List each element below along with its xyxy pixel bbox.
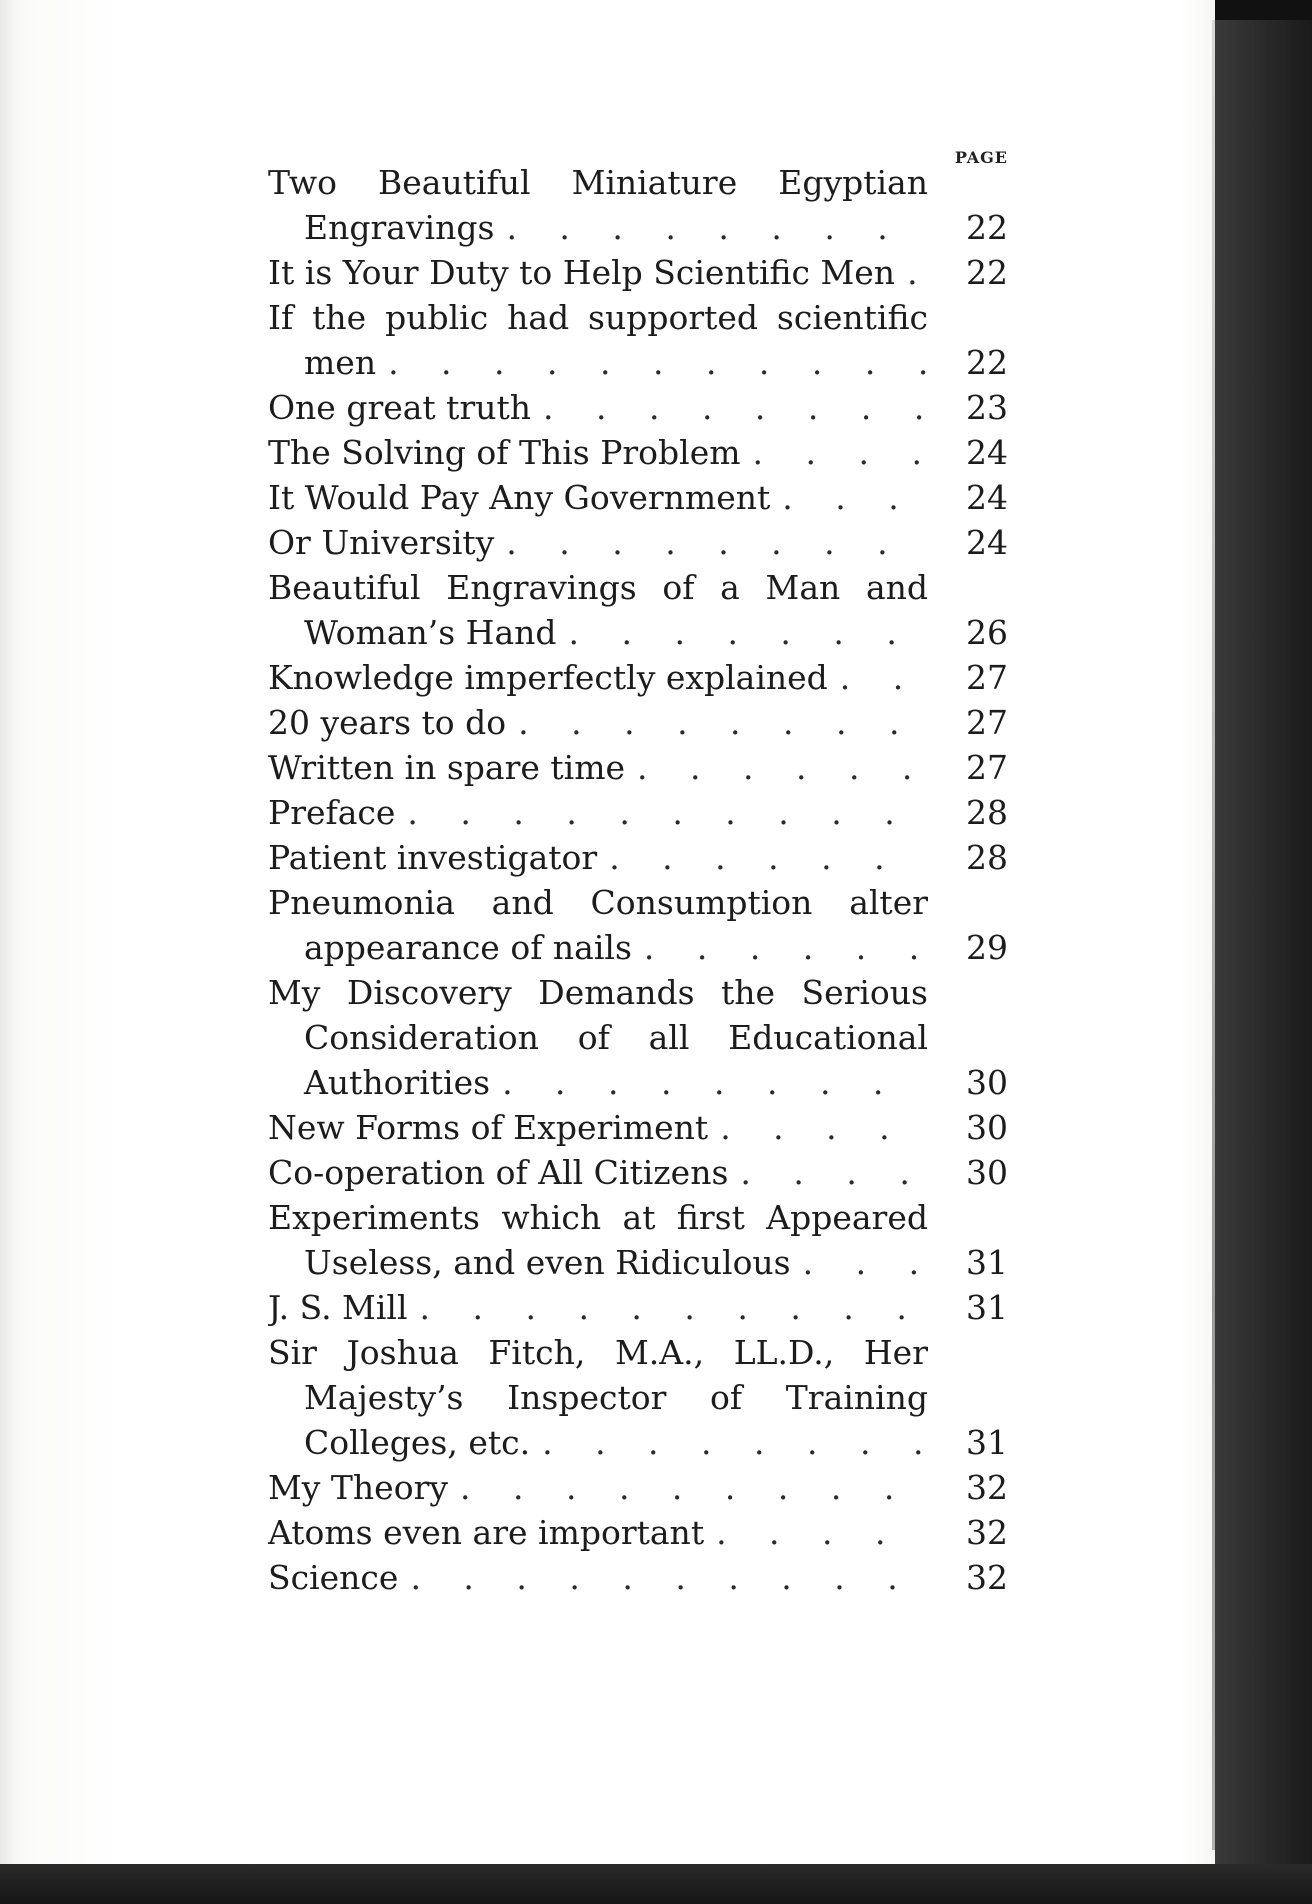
- toc-entry-title-line: Beautiful Engravings of a Man and: [268, 568, 928, 607]
- toc-entry-title: Atoms even are important: [268, 1513, 705, 1552]
- toc-entry-title-line: [268, 250, 928, 295]
- toc-entry-title: Patient investigator: [268, 838, 598, 877]
- toc-entry-title-line: [268, 790, 928, 835]
- toc-entry-title: Or University: [268, 523, 495, 562]
- toc-entry-title: appearance of nails: [304, 928, 632, 967]
- toc-entry-title-line: [268, 1060, 928, 1105]
- toc-entry-title: Co-operation of All Citizens: [268, 1153, 729, 1192]
- toc-page-number: 29: [966, 928, 1008, 967]
- toc-entry: [268, 385, 1008, 430]
- toc-entry-title: J. S. Mill: [268, 1288, 408, 1327]
- dot-leader: [543, 385, 928, 430]
- dot-leader: [502, 1060, 928, 1105]
- toc-entries: [268, 160, 1008, 1600]
- dot-leader: [840, 655, 928, 700]
- toc-entry-title: Science: [268, 1558, 399, 1597]
- toc-entry-title-line: [268, 1105, 928, 1150]
- toc-entry: [268, 250, 1008, 295]
- dot-leader: [460, 1465, 928, 1510]
- toc-entry: [268, 295, 1008, 385]
- toc-entry-title-line: Experiments which at first Appeared: [268, 1198, 928, 1237]
- toc-entry-title-line: [268, 520, 928, 565]
- toc-entry: [268, 1285, 1008, 1330]
- toc-page-number: 22: [966, 343, 1008, 382]
- toc-entry-title-line: Sir Joshua Fitch, M.A., LL.D., Her: [268, 1333, 928, 1372]
- dot-leader: [569, 610, 928, 655]
- toc-entry: [268, 1465, 1008, 1510]
- toc-entry-title-line: [268, 1240, 928, 1285]
- dot-leader: [753, 430, 928, 475]
- toc-entry: [268, 880, 1008, 970]
- toc-page-number: 28: [966, 793, 1008, 832]
- toc-entry-title-line: [268, 1150, 928, 1195]
- toc-page-number: 23: [966, 388, 1008, 427]
- toc-entry-title-line: [268, 340, 928, 385]
- toc-page-number: 31: [966, 1243, 1008, 1282]
- toc-entry-title-line: [268, 745, 928, 790]
- toc-entry-title-line: [268, 1510, 928, 1555]
- toc-entry: [268, 1195, 1008, 1285]
- toc-page-number: 30: [966, 1153, 1008, 1192]
- toc-page-number: 32: [966, 1468, 1008, 1507]
- toc-entry-title-line: [268, 1555, 928, 1600]
- toc-entry-title: men: [304, 343, 377, 382]
- dot-leader: [420, 1285, 928, 1330]
- page-column-label: PAGE: [954, 148, 1008, 167]
- toc-entry: [268, 835, 1008, 880]
- dot-leader: [716, 1510, 928, 1555]
- toc-page-number: 22: [966, 208, 1008, 247]
- toc-entry-title-line: [268, 385, 928, 430]
- toc-entry: [268, 1510, 1008, 1555]
- dot-leader: [407, 790, 928, 835]
- dot-leader: [803, 1240, 928, 1285]
- toc-page-number: 27: [966, 658, 1008, 697]
- toc-entry-title: It is Your Duty to Help Scientific Men: [268, 253, 896, 292]
- toc-page-number: 32: [966, 1513, 1008, 1552]
- dot-leader: [410, 1555, 928, 1600]
- toc-entry: [268, 160, 1008, 250]
- toc-page-number: 30: [966, 1063, 1008, 1102]
- dot-leader: [506, 205, 928, 250]
- toc-entry-title: Colleges, etc.: [304, 1423, 531, 1462]
- scan-shadow-top: [1215, 0, 1312, 20]
- toc-entry: [268, 1150, 1008, 1195]
- toc-entry-title: Preface: [268, 793, 396, 832]
- toc-entry-title-line: [268, 1285, 928, 1330]
- table-of-contents: [268, 142, 1008, 1600]
- toc-entry-title: My Theory: [268, 1468, 449, 1507]
- toc-entry-title: New Forms of Experiment: [268, 1108, 709, 1147]
- toc-entry: [268, 475, 1008, 520]
- toc-page-number: 31: [966, 1423, 1008, 1462]
- toc-entry: [268, 655, 1008, 700]
- scan-background-bottom: [0, 1864, 1312, 1904]
- toc-page-number: 24: [966, 478, 1008, 517]
- toc-entry-title: Woman’s Hand: [304, 613, 557, 652]
- toc-entry-title: Written in spare time: [268, 748, 626, 787]
- toc-entry-title-line: Consideration of all Educational: [304, 1018, 928, 1057]
- toc-entry-title-line: Pneumonia and Consumption alter: [268, 883, 928, 922]
- toc-entry-title: One great truth: [268, 388, 531, 427]
- toc-entry-title-line: If the public had supported scientific: [268, 298, 928, 337]
- toc-entry-title-line: [268, 835, 928, 880]
- dot-leader: [506, 520, 928, 565]
- toc-entry-title-line: [268, 610, 928, 655]
- toc-entry-title-line: Two Beautiful Miniature Egyptian: [268, 163, 928, 202]
- toc-entry-title-line: [268, 430, 928, 475]
- dot-leader: [907, 250, 928, 295]
- toc-entry-title-line: [268, 655, 928, 700]
- dot-leader: [609, 835, 928, 880]
- toc-entry-title-line: [268, 475, 928, 520]
- dot-leader: [720, 1105, 928, 1150]
- toc-page-number: 27: [966, 748, 1008, 787]
- toc-entry: [268, 1330, 1008, 1465]
- toc-entry: [268, 790, 1008, 835]
- toc-entry: [268, 745, 1008, 790]
- toc-entry-title: The Solving of This Problem: [268, 433, 741, 472]
- toc-entry-title: Knowledge imperfectly explained: [268, 658, 828, 697]
- dot-leader: [782, 475, 928, 520]
- toc-entry: [268, 565, 1008, 655]
- toc-entry: [268, 520, 1008, 565]
- toc-entry-title-line: [268, 205, 928, 250]
- toc-page-number: 24: [966, 523, 1008, 562]
- toc-entry-title-line: [268, 700, 928, 745]
- toc-entry-title: 20 years to do: [268, 703, 507, 742]
- scan-background-right: [1215, 0, 1312, 1904]
- toc-page-number: 31: [966, 1288, 1008, 1327]
- dot-leader: [644, 925, 928, 970]
- toc-entry-title-line: [268, 1420, 928, 1465]
- dot-leader: [518, 700, 928, 745]
- dot-leader: [740, 1150, 928, 1195]
- toc-entry: [268, 1105, 1008, 1150]
- toc-entry: [268, 1555, 1008, 1600]
- toc-page-number: 26: [966, 613, 1008, 652]
- toc-entry-title-line: My Discovery Demands the Serious: [268, 973, 928, 1012]
- toc-entry-title-line: [268, 925, 928, 970]
- toc-entry-title-line: Majesty’s Inspector of Training: [304, 1378, 928, 1417]
- toc-entry-title: Authorities: [304, 1063, 491, 1102]
- toc-entry: [268, 430, 1008, 475]
- toc-entry: [268, 970, 1008, 1105]
- dot-leader: [542, 1420, 928, 1465]
- toc-entry-title: Engravings: [304, 208, 495, 247]
- toc-entry-title: It Would Pay Any Government: [268, 478, 771, 517]
- toc-entry-title: Useless, and even Ridiculous: [304, 1243, 791, 1282]
- toc-page-number: 28: [966, 838, 1008, 877]
- toc-page-number: 32: [966, 1558, 1008, 1597]
- toc-page-number: 27: [966, 703, 1008, 742]
- dot-leader: [388, 340, 928, 385]
- toc-page-number: 30: [966, 1108, 1008, 1147]
- toc-page-number: 22: [966, 253, 1008, 292]
- toc-entry: [268, 700, 1008, 745]
- toc-page-number: 24: [966, 433, 1008, 472]
- page-left-edge: [0, 0, 14, 1864]
- dot-leader: [637, 745, 928, 790]
- toc-entry-title-line: [268, 1465, 928, 1510]
